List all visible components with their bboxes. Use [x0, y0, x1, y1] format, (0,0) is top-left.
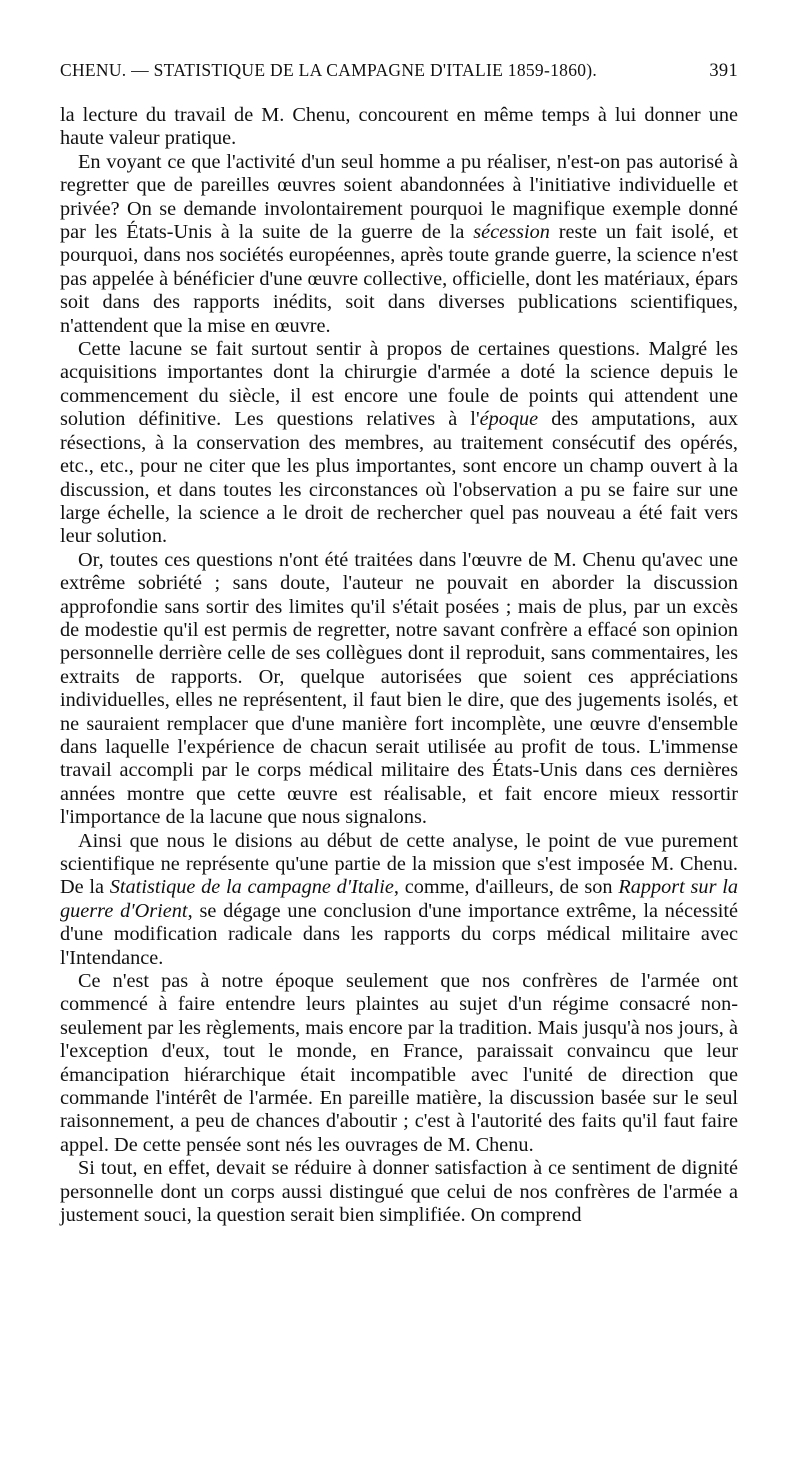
paragraph-text: reste un fait isolé, et pourquoi, dans nos sociétés européennes, après toute grande guerre, la science n'est pas appelée à bénéficier d'une œuvre collective, officielle, dont les matériaux, épars soit dans des rapports inédits, soit dans diverses publications scientifiques, n'attendent que la mise en œuvre. — [60, 221, 738, 337]
body-text — [60, 104, 738, 1228]
paragraph-text: Ainsi que nous le disions au début de cette analyse, le point de vue purement scientifique ne représente qu'une partie de la mission que s'est imposée M. Chenu. De la — [60, 829, 738, 899]
running-title: CHENU. — STATISTIQUE DE LA CAMPAGNE D'ITALIE 1859-1860). — [60, 60, 598, 80]
italic-text: époque — [479, 408, 539, 431]
paragraph-text: En voyant ce que l'activité d'un seul homme a pu réaliser, n'est-on pas autorisé à regretter que de pareilles œuvres soient abandonnées à l'initiative individuelle et privée? On se demande involontairement pourquoi le magnifique exemple donné par les États-Unis à la suite de la guerre de la — [60, 150, 738, 244]
paragraph-text: , comme, d'ailleurs, de son — [393, 876, 619, 899]
italic-text: sécession — [473, 221, 550, 244]
paragraph — [60, 549, 738, 830]
paragraph — [60, 970, 738, 1157]
paragraph-text: Or, toutes ces questions n'ont été traitées dans l'œuvre de M. Chenu qu'avec une extrême sobriété ; sans doute, l'auteur ne pouvait en aborder la discussion approfondie sans sortir des limites qu'il s'était posées ; mais de plus, par un excès de modestie qu'il est permis de regretter, notre savant confrère a effacé son opinion personnelle derrière celle de ses collègues dont il reproduit, sans commentaires, les extraits de rapports. Or, quelque autorisées que soient ces appréciations individuelles, elles ne représentent, il faut bien le dire, que des jugements isolés, et ne sauraient remplacer que d'une manière fort incomplète, une œuvre d'ensemble dans laquelle l'expérience de chacun serait utilisée au profit de tous. L'immense travail accompli par le corps médical militaire des États-Unis dans ces dernières années montre que cette œuvre est réalisable, et fait encore mieux ressortir l'importance de la lacune que nous signalons. — [60, 548, 738, 829]
running-header — [60, 60, 738, 90]
paragraph-text: Cette lacune se fait surtout sentir à propos de certaines questions. Malgré les acquisitions importantes dont la chirurgie d'armée a doté la science depuis le commencement du siècle, il est encore une foule de points qui attendent une solution définitive. Les questions relatives à l' — [60, 338, 738, 431]
paragraph-text: , se dégage une conclusion d'une importance extrême, la nécessité d'une modification radicale dans les rapports du corps médical militaire avec l'Intendance. — [60, 899, 739, 969]
paragraph — [60, 151, 738, 338]
paragraph-text: des amputations, aux résections, à la conservation des membres, au traitement consécutif des opérés, etc., etc., pour ne citer que les plus importantes, sont encore un champ ouvert à la discussion, et dans toutes les circonstances où l'observation a pu se faire sur une large échelle, la science a le droit de rechercher quel pas nouveau a été fait vers leur solution. — [60, 408, 738, 548]
italic-text: Rapport sur la guerre d'Orient — [60, 876, 738, 922]
paragraph — [60, 1157, 738, 1227]
paragraph — [60, 830, 738, 970]
paragraph — [60, 104, 738, 151]
paragraph-text: Ce n'est pas à notre époque seulement que nos confrères de l'armée ont commencé à faire entendre leurs plaintes au sujet d'un régime consacré non-seulement par les règlements, mais encore par la tradition. Mais jusqu'à nos jours, à l'exception d'eux, tout le monde, en France, paraissait convaincu que leur émancipation hiérarchique était incompatible avec l'unité de direction que commande l'intérêt de l'armée. En pareille matière, la discussion basée sur le seul raisonnement, a peu de chances d'aboutir ; c'est à l'autorité des faits qu'il faut faire appel. De cette pensée sont nés les ouvrages de M. Chenu. — [60, 970, 738, 1156]
paragraph-text: la lecture du travail de M. Chenu, concourent en même temps à lui donner une haute valeur pratique. — [60, 104, 738, 150]
paragraph — [60, 338, 738, 549]
page-number: 391 — [709, 61, 738, 81]
paragraph-text: Si tout, en effet, devait se réduire à donner satisfaction à ce sentiment de dignité personnelle dont un corps aussi distingué que celui de nos confrères de l'armée a justement souci, la question serait bien simplifiée. On comprend — [60, 1157, 738, 1227]
italic-text: Statistique de la campagne d'Italie — [109, 876, 394, 899]
